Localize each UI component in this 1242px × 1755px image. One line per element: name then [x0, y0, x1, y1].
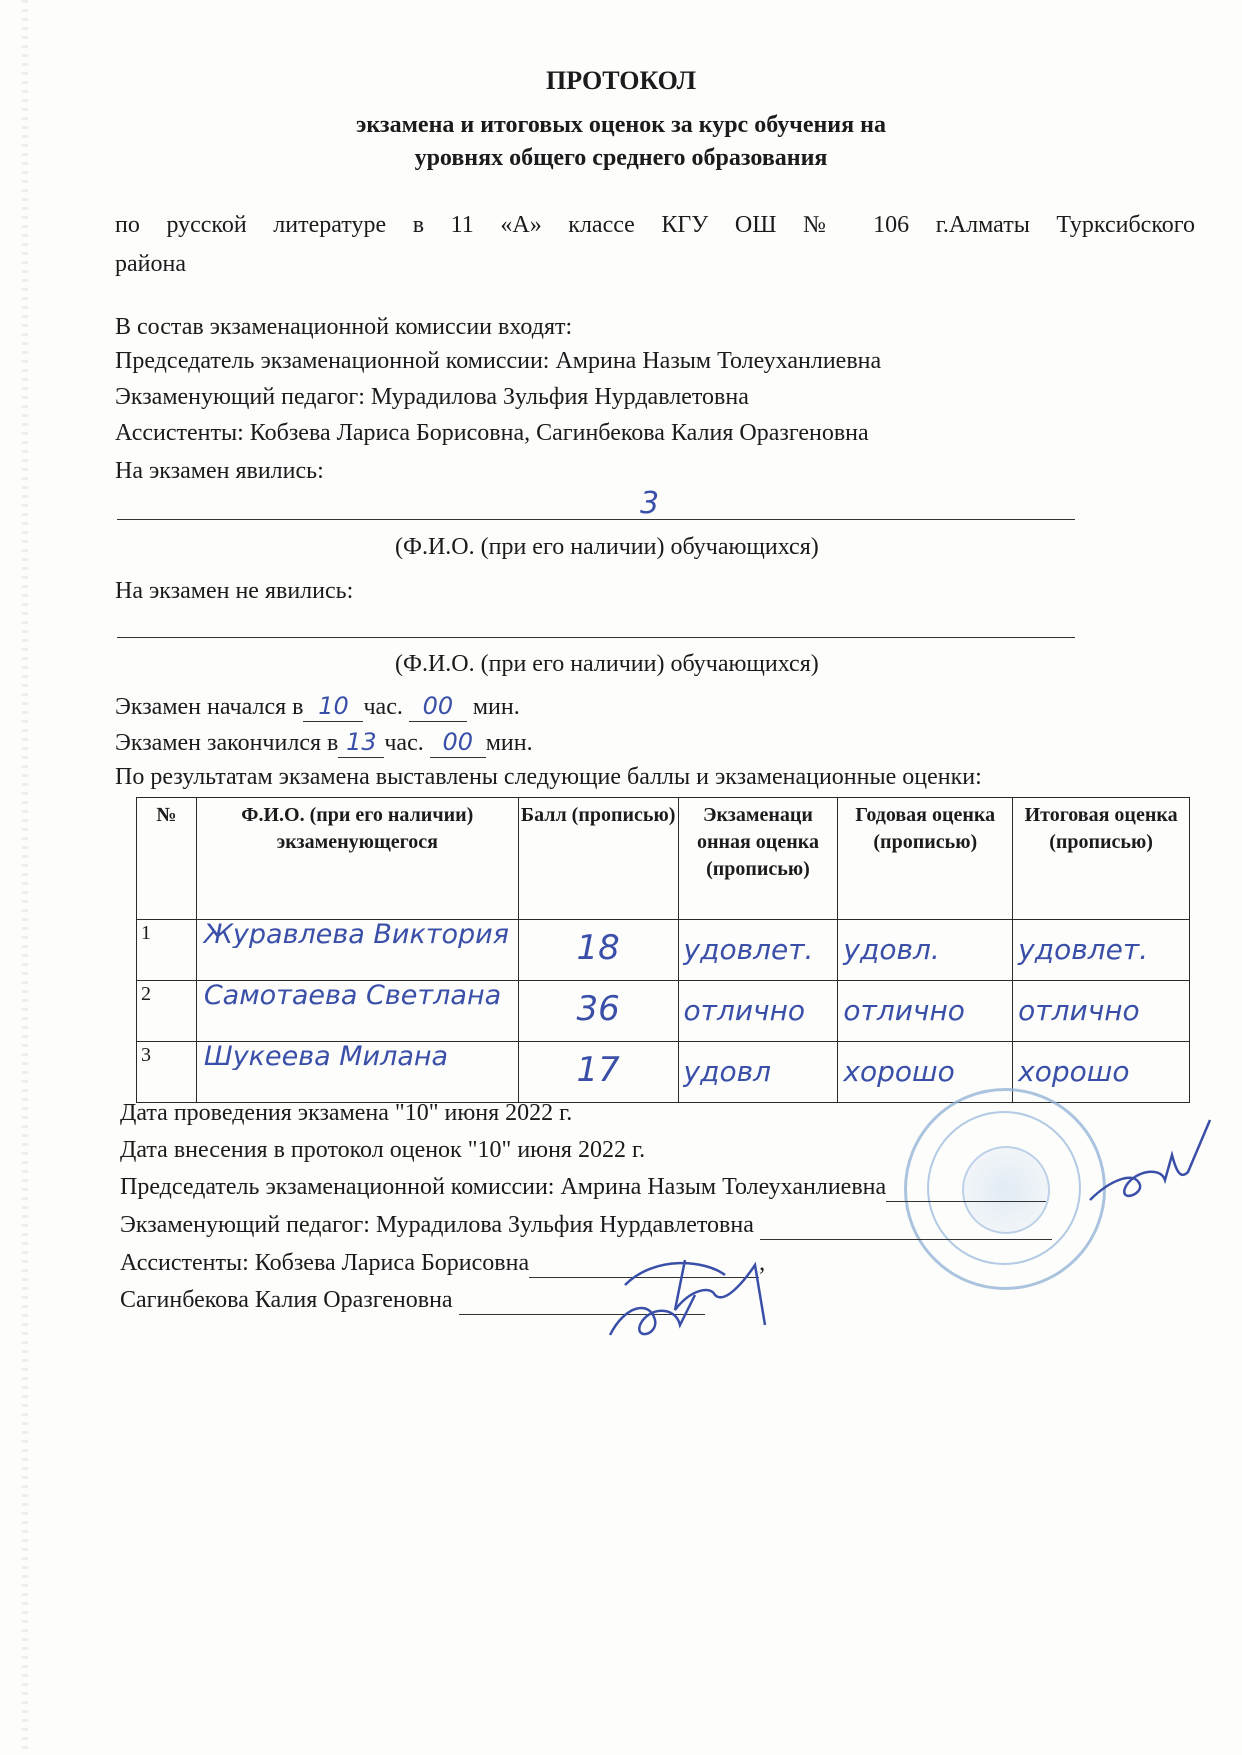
exam-start-prefix: Экзамен начался в: [115, 694, 304, 720]
chair-sign-field: [886, 1174, 1046, 1202]
row-final-cell: [1013, 981, 1190, 1042]
col-header-num: №: [137, 798, 197, 920]
row-name-cell: [196, 981, 518, 1042]
row-score-cell: [518, 1042, 678, 1103]
subject-line-1: по русской литературе в 11 «А» классе КГУ ОШ № 106 г.Алматы Турксибского: [115, 212, 1195, 238]
row-name-cell: [196, 920, 518, 981]
row-final-grade: хорошо: [1018, 1055, 1130, 1087]
commission-assistants: Ассистенты: Кобзева Лариса Борисовна, Сагинбекова Калия Оразгеновна: [115, 420, 869, 446]
row-exam-grade: отлично: [683, 994, 806, 1026]
exam-end-min: 00: [442, 728, 473, 756]
scan-edge: [22, 0, 28, 1755]
table-header-row: [137, 798, 1190, 920]
row-final-grade: отлично: [1018, 994, 1140, 1026]
exam-end-min-field: [430, 728, 486, 758]
exam-end-hour-field: [338, 728, 384, 758]
commission-examiner: Экзаменующий педагог: Мурадилова Зульфия Нурдавлетовна: [115, 384, 749, 410]
row-annual-grade: хорошо: [843, 1055, 955, 1087]
row-annual-cell: [838, 981, 1013, 1042]
absent-caption: (Ф.И.О. (при его наличии) обучающихся): [395, 651, 819, 677]
row-exam-cell: [678, 1042, 838, 1103]
assistant1-sign-tail: ,: [759, 1250, 766, 1276]
row-annual-cell: [838, 920, 1013, 981]
assistant2-sign-label: Сагинбекова Калия Оразгеновна: [120, 1287, 453, 1313]
chair-sign-line: [120, 1174, 1046, 1202]
chair-signature: [1080, 1110, 1220, 1220]
col-header-name: Ф.И.О. (при его наличии) экзаменующегося: [196, 798, 518, 920]
examiner-sign-line: [120, 1212, 1052, 1240]
col-header-annual-grade: Годовая оценка (прописью): [838, 798, 1013, 920]
examiner-sign-label: Экзаменующий педагог: Мурадилова Зульфия Нурдавлетовна: [120, 1212, 754, 1238]
present-rule: [117, 519, 1075, 520]
min-word-2: мин.: [485, 730, 533, 756]
exam-end-prefix: Экзамен закончился в: [115, 730, 339, 756]
row-name: Шукеева Милана: [203, 1043, 449, 1070]
row-final-cell: [1013, 920, 1190, 981]
row-score: 36: [576, 989, 620, 1024]
present-count: 3: [640, 486, 660, 521]
entry-date: Дата внесения в протокол оценок "10" июня 2022 г.: [120, 1137, 646, 1163]
row-annual-grade: удовл.: [843, 933, 940, 965]
col-header-exam-grade: Экзаменаци онная оценка (прописью): [678, 798, 838, 920]
row-annual-grade: отлично: [843, 994, 965, 1026]
row-final-grade: удовлет.: [1018, 933, 1149, 965]
table-row: [137, 981, 1190, 1042]
min-word: мин.: [472, 694, 520, 720]
exam-start-min: 00: [422, 692, 454, 720]
exam-start-min-field: [409, 692, 467, 722]
row-score: 17: [576, 1050, 620, 1085]
row-score: 18: [576, 928, 620, 963]
hour-word-2: час.: [384, 730, 424, 756]
present-caption: (Ф.И.О. (при его наличии) обучающихся): [395, 534, 819, 560]
row-score-cell: [518, 981, 678, 1042]
exam-start-line: [115, 692, 520, 722]
row-num: 2: [137, 981, 197, 1042]
commission-intro: В состав экзаменационной комиссии входят:: [115, 314, 573, 340]
exam-date: Дата проведения экзамена "10" июня 2022 г.: [120, 1100, 573, 1126]
present-label: На экзамен явились:: [115, 458, 324, 484]
table-row: [137, 920, 1190, 981]
row-num: 3: [137, 1042, 197, 1103]
exam-end-hour: 13: [346, 728, 377, 756]
assistant1-sign-label: Ассистенты: Кобзева Лариса Борисовна: [120, 1250, 530, 1276]
exam-start-hour-field: [303, 692, 363, 722]
hour-word: час.: [363, 694, 403, 720]
results-intro: По результатам экзамена выставлены следующие баллы и экзаменационные оценки:: [115, 764, 982, 790]
exam-start-hour: 10: [318, 692, 349, 720]
row-name: Журавлева Виктория: [203, 921, 509, 948]
subject-line-2: района: [115, 251, 186, 277]
commission-chair: Председатель экзаменационной комиссии: Амрина Назым Толеуханлиевна: [115, 348, 882, 374]
row-exam-grade: удовлет.: [683, 933, 814, 965]
document-subtitle-1: экзамена и итоговых оценок за курс обучения на: [356, 112, 886, 138]
document-title: ПРОТОКОЛ: [546, 66, 696, 95]
row-exam-cell: [678, 920, 838, 981]
col-header-final-grade: Итоговая оценка (прописью): [1013, 798, 1190, 920]
absent-label: На экзамен не явились:: [115, 578, 354, 604]
assistant2-signature: [600, 1285, 710, 1355]
row-name-cell: [196, 1042, 518, 1103]
row-exam-grade: удовл: [683, 1055, 771, 1087]
chair-sign-label: Председатель экзаменационной комиссии: Амрина Назым Толеуханлиевна: [120, 1174, 887, 1200]
row-exam-cell: [678, 981, 838, 1042]
col-header-score: Балл (прописью): [518, 798, 678, 920]
absent-rule: [117, 637, 1075, 638]
exam-end-line: [115, 728, 533, 758]
row-num: 1: [137, 920, 197, 981]
document-subtitle-2: уровнях общего среднего образования: [414, 145, 828, 171]
grades-table: [136, 797, 1190, 1103]
row-name: Самотаева Светлана: [203, 982, 502, 1009]
row-score-cell: [518, 920, 678, 981]
